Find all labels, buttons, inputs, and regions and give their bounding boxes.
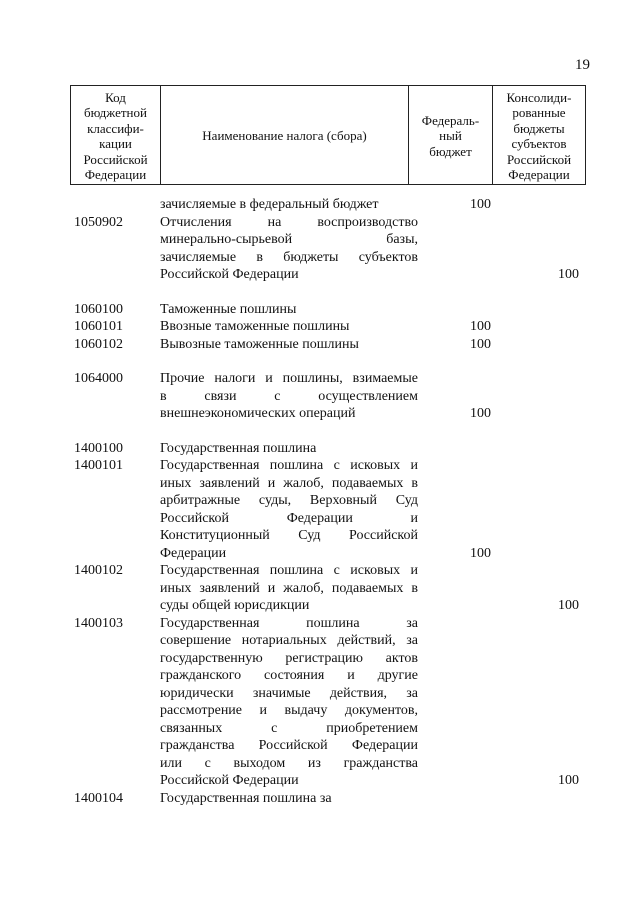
tax-name bbox=[160, 318, 418, 336]
tax-name-line: Отчисления на воспроизводство bbox=[160, 214, 418, 230]
row-spacer bbox=[0, 284, 640, 301]
tax-name-line: Государственная пошлина с исковых и bbox=[160, 458, 418, 473]
tax-name-line: в связи с осуществлением bbox=[160, 388, 418, 404]
tax-name-line: зачисляемые в федеральный бюджет bbox=[160, 197, 379, 212]
regional-budget-share: 100 bbox=[558, 267, 579, 282]
tax-name-line: Государственная пошлина с исковых и bbox=[160, 563, 418, 578]
tax-name-line: минерально-сырьевой базы, bbox=[160, 232, 418, 247]
header-regional-budgets: Консолиди- рованные бюджеты субъектов Российской Федерации bbox=[506, 89, 572, 182]
tax-name-line: совершение нотариальных действий, за bbox=[160, 633, 418, 648]
table-row bbox=[0, 457, 640, 562]
table-row bbox=[0, 440, 640, 458]
budget-code: 1060102 bbox=[74, 336, 123, 352]
table-row bbox=[0, 562, 640, 615]
tax-name-line: Прочие налоги и пошлины, взимаемые bbox=[160, 371, 418, 386]
federal-budget-share: 100 bbox=[470, 545, 491, 561]
table-row bbox=[0, 196, 640, 214]
tax-name bbox=[160, 790, 418, 808]
tax-name bbox=[160, 214, 418, 284]
tax-name-line: Федерации bbox=[160, 545, 227, 561]
table-row bbox=[0, 301, 640, 319]
table-row bbox=[0, 214, 640, 284]
tax-name bbox=[160, 440, 418, 458]
row-spacer bbox=[0, 423, 640, 440]
table-body bbox=[0, 196, 640, 807]
header-tax-name: Наименование налога (сбора) bbox=[161, 86, 409, 184]
row-spacer bbox=[0, 353, 640, 370]
table-row bbox=[0, 318, 640, 336]
tax-name bbox=[160, 370, 418, 423]
regional-budget-share: 100 bbox=[558, 598, 579, 613]
tax-name bbox=[160, 196, 418, 214]
federal-budget-share: 100 bbox=[470, 406, 491, 421]
tax-name-line: внешнеэкономических операций bbox=[160, 406, 356, 421]
tax-name-line: иных заявлений и жалоб, подаваемых в bbox=[160, 475, 418, 491]
tax-name-line: Российской Федерации bbox=[160, 267, 299, 282]
regional-budget-share: 100 bbox=[558, 773, 579, 788]
federal-budget-share: 100 bbox=[470, 197, 491, 212]
tax-name-line: Ввозные таможенные пошлины bbox=[160, 319, 350, 334]
tax-name bbox=[160, 457, 418, 562]
tax-name-line: иных заявлений и жалоб, подаваемых в bbox=[160, 580, 418, 596]
tax-name-line: гражданства Российской Федерации bbox=[160, 738, 418, 753]
tax-name bbox=[160, 615, 418, 790]
tax-name-line: Вывозные таможенные пошлины bbox=[160, 336, 359, 352]
tax-name-line: или с выходом из гражданства bbox=[160, 755, 418, 771]
header-code: Код бюджетной классифи- кации Российской Федерации bbox=[71, 86, 161, 184]
budget-code: 1060101 bbox=[74, 319, 123, 334]
federal-budget-share: 100 bbox=[470, 336, 491, 352]
tax-name-line: рассмотрение и выдачу документов, bbox=[160, 703, 418, 718]
tax-name-line: Конституционный Суд Российской bbox=[160, 528, 418, 543]
table-row bbox=[0, 615, 640, 790]
tax-name bbox=[160, 336, 418, 354]
table-row bbox=[0, 790, 640, 808]
tax-name-line: гражданского состояния и другие bbox=[160, 668, 418, 683]
tax-name-line: Государственная пошлина за bbox=[160, 615, 418, 631]
tax-name-line: суды общей юрисдикции bbox=[160, 598, 310, 613]
page-number: 19 bbox=[575, 57, 590, 73]
tax-name-line: государственную регистрацию актов bbox=[160, 650, 418, 666]
budget-code: 1064000 bbox=[74, 371, 123, 386]
federal-budget-share: 100 bbox=[470, 319, 491, 334]
tax-name-line: зачисляемые в бюджеты субъектов bbox=[160, 249, 418, 265]
tax-name-line: Государственная пошлина bbox=[160, 440, 317, 456]
budget-code: 1400101 bbox=[74, 458, 123, 473]
budget-code: 1400100 bbox=[74, 440, 123, 456]
table-row bbox=[0, 370, 640, 423]
tax-name-line: Российской Федерации bbox=[160, 773, 299, 788]
budget-code: 1050902 bbox=[74, 214, 123, 230]
tax-name bbox=[160, 562, 418, 615]
tax-name-line: связанных с приобретением bbox=[160, 720, 418, 736]
budget-code: 1400104 bbox=[74, 790, 123, 806]
tax-name bbox=[160, 301, 418, 319]
tax-name-line: арбитражные суды, Верховный Суд bbox=[160, 493, 418, 508]
tax-name-line: Государственная пошлина за bbox=[160, 790, 332, 806]
table-header bbox=[70, 85, 586, 185]
budget-code: 1400103 bbox=[74, 615, 123, 631]
budget-code: 1400102 bbox=[74, 563, 123, 578]
tax-name-line: Таможенные пошлины bbox=[160, 301, 297, 317]
tax-name-line: юридически значимые действия, за bbox=[160, 685, 418, 701]
table-row bbox=[0, 336, 640, 354]
budget-code: 1060100 bbox=[74, 301, 123, 317]
header-federal-budget: Федераль- ный бюджет bbox=[409, 86, 493, 184]
tax-name-line: Российской Федерации и bbox=[160, 510, 418, 526]
